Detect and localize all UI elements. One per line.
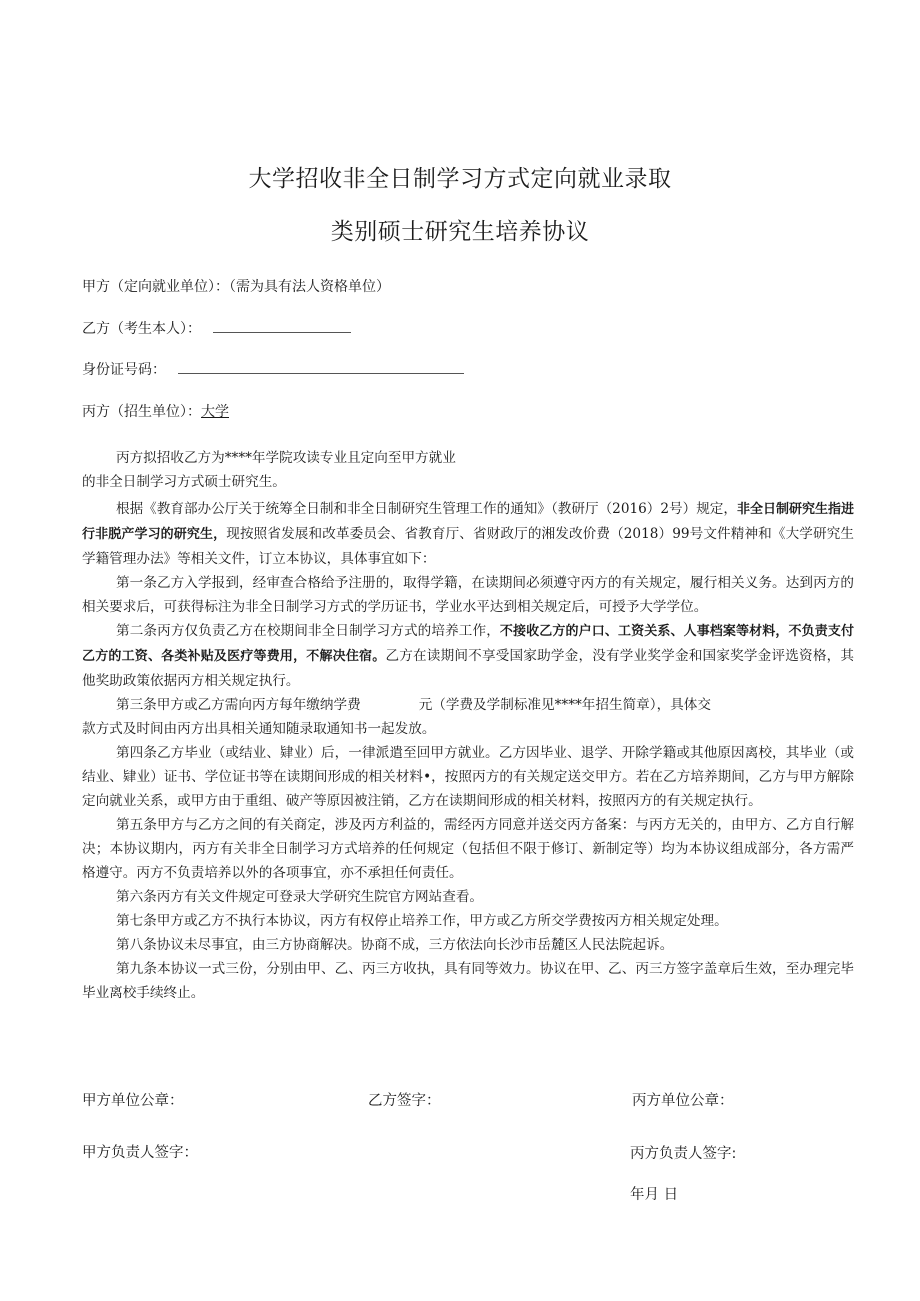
article-5: 第五条甲方与乙方之间的有关商定，涉及丙方利益的，需经丙方同意并送交丙方备案：与丙方无关的，由甲方、乙方自行解决；本协议期内，丙方有关非全日制学习方式培养的任何规定（包括但不限于修订、新制定等）均为本协议组成部分，各方需严格遵守。丙方不负责培养以外的各项事宜，亦不承担任何责任。	[82, 817, 854, 881]
article-2: 第二条丙方仅负责乙方在校期间非全日制学习方式的培养工作，不接收乙方的户口、工资关系、人事档案等材料，不负责支付乙方的工资、各类补贴及医疗等费用，不解决住宿。乙方在读期间不享受国家助学金，没有学业奖学金和国家奖学金评选资格，其他奖助政策依据丙方相关规定执行。	[82, 623, 854, 689]
id-number-label: 身份证号码：	[82, 362, 166, 378]
article-9: 第九条本协议一式三份，分别由甲、乙、丙三方收执，具有同等效力。协议在甲、乙、丙三方签字盖章后生效，至办理完毕毕业离校手续终止。	[82, 961, 854, 1001]
party-c-field	[82, 401, 229, 421]
intro-line2: 的非全日制学习方式硕士研究生。	[82, 474, 286, 490]
id-number-blank[interactable]	[178, 359, 464, 374]
party-a-label: 甲方（定向就业单位）：（需为具有法人资格单位）	[82, 279, 390, 295]
intro-line1: 丙方拟招收乙方为****年学院攻读专业且定向至甲方就业	[116, 450, 456, 466]
article-4: 第四条乙方毕业（或结业、肄业）后，一律派遣至回甲方就业。乙方因毕业、退学、开除学籍或其他原因离校，其毕业（或结业、肄业）证书、学位证书等在读期间形成的相关材料•，按照丙方的有关规定送交甲方。若在乙方培养期间，乙方与甲方解除定向就业关系，或甲方由于重组、破产等原因被注销，乙方在读期间形成的相关材料，按照丙方的有关规定执行。	[82, 745, 854, 809]
party-a-field	[82, 276, 390, 296]
party-c-value: 大学	[201, 404, 229, 420]
party-c-rep-sign-label: 丙方负责人签字:	[630, 1146, 737, 1162]
party-a-seal-label: 甲方单位公章：	[82, 1093, 184, 1109]
party-b-sign-label: 乙方签字：	[368, 1093, 441, 1109]
article-6: 第六条丙方有关文件规定可登录大学研究生院官方网站查看。	[116, 889, 484, 905]
date-label: 年月 日	[630, 1187, 679, 1203]
article-8: 第八条协议未尽事宜，由三方协商解决。协商不成，三方依法向长沙市岳麓区人民法院起诉。	[116, 937, 674, 953]
party-b-field	[82, 318, 351, 338]
agreement-body	[82, 497, 854, 1005]
party-b-name-blank[interactable]	[213, 318, 351, 333]
party-c-seal-label: 丙方单位公章：	[632, 1093, 734, 1109]
party-b-label: 乙方（考生本人）：	[82, 321, 201, 337]
id-number-field	[82, 359, 464, 379]
party-c-label: 丙方（招生单位）：	[82, 404, 201, 420]
intro-paragraph	[82, 446, 854, 494]
article-7: 第七条甲方或乙方不执行本协议，丙方有权停止培养工作，甲方或乙方所交学费按丙方相关规定处理。	[116, 913, 728, 929]
article-1: 第一条乙方入学报到，经审查合格给予注册的，取得学籍，在读期间必须遵守丙方的有关规定，履行相关义务。达到丙方的相关要求后，可获得标注为非全日制学习方式的学历证书，学业水平达到相关规定后，可授予大学学位。	[82, 575, 854, 615]
document-title-line2: 类别硕士研究生培养协议	[330, 219, 590, 245]
basis-paragraph: 根据《教育部办公厅关于统筹全日制和非全日制研究生管理工作的通知》（教研厅（2016）2号）规定，非全日制研究生指进行非脱产学习的研究生，现按照省发展和改革委员会、省教育厅、省财政厅的湘发改价费（2018）99号文件精神和《大学研究生学籍管理办法》等相关文件，订立本协议，具体事宜如下：	[82, 501, 854, 567]
party-a-rep-sign-label: 甲方负责人签字：	[82, 1145, 198, 1161]
document-title-line1: 大学招收非全日制学习方式定向就业录取	[248, 166, 672, 192]
article-3: 第三条甲方或乙方需向丙方每年缴纳学费 元（学费及学制标准见****年招生简章），具体交 款方式及时间由丙方出具相关通知随录取通知书一起发放。	[82, 697, 711, 737]
